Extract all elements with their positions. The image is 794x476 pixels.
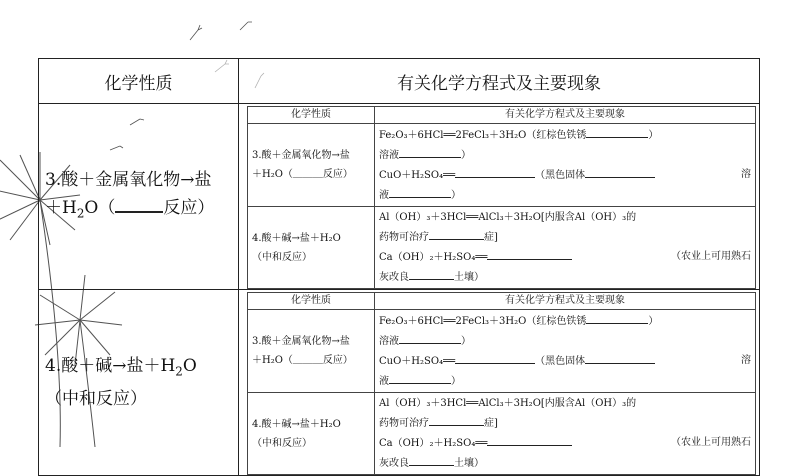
inner-header-equations: 有关化学方程式及主要现象 xyxy=(375,293,756,310)
equations-cell xyxy=(239,104,760,290)
answer-blank[interactable] xyxy=(586,125,648,138)
inner-equation: Fe₂O₃＋6HCl══2FeCl₃＋3H₂O（红棕色铁锈 ） 溶液 ） CuO＋H₂SO₄══ （黑色固体 溶 液 ） xyxy=(375,124,756,207)
header-property: 化学性质 xyxy=(39,59,239,104)
property-line1: 3.酸＋金属氧化物→盐 xyxy=(45,169,212,190)
answer-blank[interactable] xyxy=(586,311,648,324)
property-cell xyxy=(39,104,239,290)
inner-header-property: 化学性质 xyxy=(248,107,375,124)
answer-blank[interactable] xyxy=(585,351,655,364)
inner-property: 3.酸＋金属氧化物→盐 ＋H₂O（＿＿＿反应） xyxy=(248,310,375,393)
answer-blank[interactable] xyxy=(455,351,535,364)
property-cell xyxy=(39,290,239,476)
property-line1: 4.酸＋碱→盐$+H_2O$ xyxy=(45,355,197,379)
inner-property: 4.酸＋碱→盐＋H₂O （中和反应） xyxy=(248,393,375,475)
answer-blank[interactable] xyxy=(399,331,461,344)
inner-equation: Al（OH）₃＋3HCl══AlCl₃＋3H₂O[内服含Al（OH）₃的 药物可治疗 症] Ca（OH）₂＋H₂SO₄══ （农业上可用熟石 灰改良 土壤） xyxy=(375,207,756,289)
answer-blank[interactable] xyxy=(429,227,484,240)
inner-table xyxy=(247,292,756,475)
table-row xyxy=(39,104,760,290)
inner-property: 4.酸＋碱→盐＋H₂O （中和反应） xyxy=(248,207,375,289)
inner-header-property: 化学性质 xyxy=(248,293,375,310)
answer-blank[interactable] xyxy=(487,247,572,260)
answer-blank[interactable] xyxy=(389,185,451,198)
inner-equation: Al（OH）₃＋3HCl══AlCl₃＋3H₂O[内服含Al（OH）₃的 药物可治疗 症] Ca（OH）₂＋H₂SO₄══ （农业上可用熟石 灰改良 土壤） xyxy=(375,393,756,475)
answer-blank[interactable] xyxy=(585,165,655,178)
inner-table xyxy=(247,106,756,289)
property-line2: （中和反应） xyxy=(45,389,147,410)
answer-blank[interactable] xyxy=(399,145,461,158)
answer-blank[interactable] xyxy=(455,165,535,178)
answer-blank[interactable] xyxy=(389,371,451,384)
properties-table xyxy=(38,58,760,476)
equations-cell xyxy=(239,290,760,476)
inner-property: 3.酸＋金属氧化物→盐 ＋H₂O（＿＿＿反应） xyxy=(248,124,375,207)
inner-header-equations: 有关化学方程式及主要现象 xyxy=(375,107,756,124)
header-equations: 有关化学方程式及主要现象 xyxy=(239,59,760,104)
inner-equation: Fe₂O₃＋6HCl══2FeCl₃＋3H₂O（红棕色铁锈 ） 溶液 ） CuO＋H₂SO₄══ （黑色固体 溶 液 ） xyxy=(375,310,756,393)
answer-blank[interactable] xyxy=(409,267,454,280)
answer-blank[interactable] xyxy=(115,195,163,213)
answer-blank[interactable] xyxy=(429,413,484,426)
table-row xyxy=(39,290,760,476)
property-line2: $+H_2O$（ 反应） xyxy=(45,194,238,227)
answer-blank[interactable] xyxy=(409,453,454,466)
answer-blank[interactable] xyxy=(487,433,572,446)
table-header-row xyxy=(39,59,760,104)
